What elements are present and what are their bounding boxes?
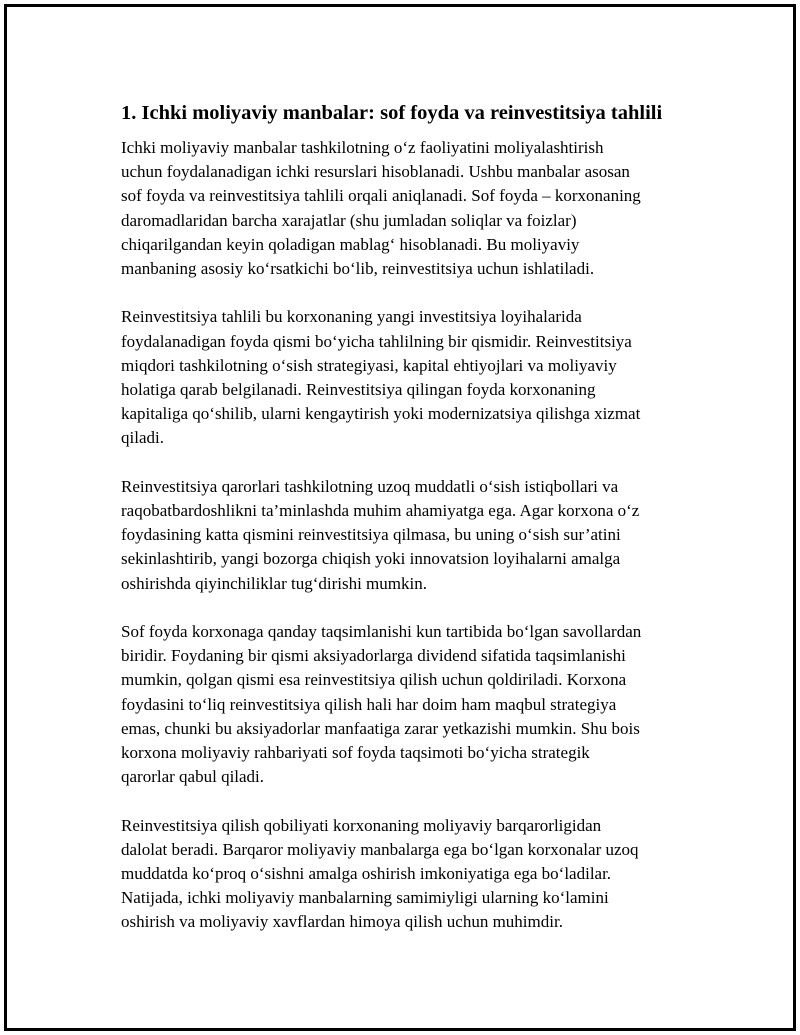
paragraph-line: mumkin, qolgan qismi esa reinvestitsiya qilish uchun qoldiriladi. Korxona [121, 670, 627, 690]
paragraph-line: emas, chunki bu aksiyadorlar manfaatiga zarar yetkazishi mumkin. Shu bois [121, 718, 640, 738]
paragraph-line: chiqarilgandan keyin qoladigan mablag‘ hisoblanadi. Bu moliyaviy [121, 234, 580, 254]
paragraph-5 [121, 814, 691, 935]
paragraph-line: qiladi. [121, 428, 164, 448]
paragraph-line: foydalanadigan foyda qismi bo‘yicha tahlilning bir qismidir. Reinvestitsiya [121, 331, 632, 351]
paragraph-line: Natijada, ichki moliyaviy manbalarning samimiyligi ularning ko‘lamini [121, 888, 609, 908]
document-content [121, 100, 691, 959]
paragraph-line: manbaning asosiy ko‘rsatkichi bo‘lib, reinvestitsiya uchun ishlatiladi. [121, 259, 595, 279]
section-heading: 1. Ichki moliyaviy manbalar: sof foyda va reinvestitsiya tahlili [121, 102, 663, 124]
paragraph-line: holatiga qarab belgilanadi. Reinvestitsiya qilingan foyda korxonaning [121, 380, 596, 400]
paragraph-line: Reinvestitsiya qilish qobiliyati korxonaning moliyaviy barqarorligidan [121, 815, 602, 835]
document-page [4, 4, 796, 1031]
paragraph-line: qarorlar qabul qiladi. [121, 767, 265, 787]
paragraph-2 [121, 305, 691, 450]
paragraph-line: raqobatbardoshlikni ta’minlashda muhim ahamiyatga ega. Agar korxona o‘z [121, 501, 640, 521]
paragraph-line: uchun foydalanadigan ichki resurslari hisoblanadi. Ushbu manbalar asosan [121, 162, 630, 182]
paragraph-3 [121, 475, 691, 596]
paragraph-line: sekinlashtirib, yangi bozorga chiqish yoki innovatsion loyihalarni amalga [121, 549, 621, 569]
paragraph-line: korxona moliyaviy rahbariyati sof foyda taqsimoti bo‘yicha strategik [121, 743, 590, 763]
paragraph-line: sof foyda va reinvestitsiya tahlili orqali aniqlanadi. Sof foyda – korxonaning [121, 186, 641, 206]
paragraph-line: Reinvestitsiya tahlili bu korxonaning yangi investitsiya loyihalarida [121, 307, 582, 327]
paragraph-line: kapitaliga qo‘shilib, ularni kengaytirish yoki modernizatsiya qilishga xizmat [121, 404, 641, 424]
paragraph-line: muddatda ko‘proq o‘sishni amalga oshirish imkoniyatiga ega bo‘ladilar. [121, 864, 612, 884]
paragraph-line: daromadlaridan barcha xarajatlar (shu jumladan soliqlar va foizlar) [121, 210, 577, 230]
paragraph-line: miqdori tashkilotning o‘sish strategiyasi, kapital ehtiyojlari va moliyaviy [121, 355, 617, 375]
paragraph-line: foydasining katta qismini reinvestitsiya qilmasa, bu uning o‘sish sur’atini [121, 525, 621, 545]
paragraph-line: Reinvestitsiya qarorlari tashkilotning uzoq muddatli o‘sish istiqbollari va [121, 476, 619, 496]
paragraph-line: dalolat beradi. Barqaror moliyaviy manbalarga ega bo‘lgan korxonalar uzoq [121, 839, 639, 859]
paragraph-1 [121, 136, 691, 281]
paragraph-line: foydasini to‘liq reinvestitsiya qilish hali har doim ham maqbul strategiya [121, 694, 617, 714]
paragraph-4 [121, 620, 691, 789]
paragraph-line: oshirish va moliyaviy xavflardan himoya qilish uchun muhimdir. [121, 912, 563, 932]
paragraph-line: Sof foyda korxonaga qanday taqsimlanishi kun tartibida bo‘lgan savollardan [121, 622, 642, 642]
paragraph-line: oshirishda qiyinchiliklar tug‘dirishi mumkin. [121, 573, 427, 593]
paragraph-line: Ichki moliyaviy manbalar tashkilotning o‘z faoliyatini moliyalashtirish [121, 138, 604, 157]
paragraph-line: biridir. Foydaning bir qismi aksiyadorlarga dividend sifatida taqsimlanishi [121, 646, 626, 666]
